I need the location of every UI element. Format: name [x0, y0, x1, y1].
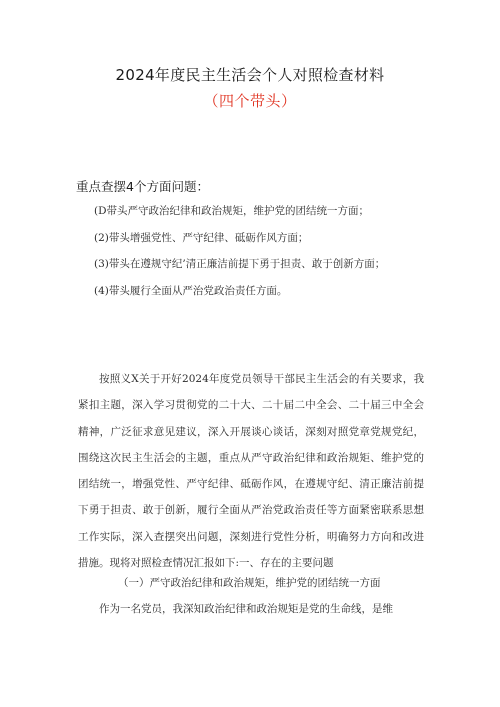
issue-item: (D带头严守政治纪律和政治规矩，维护党的团结统一方面；	[94, 205, 370, 217]
document-subtitle: （四个带头）	[203, 92, 297, 110]
issue-item: (2)带头增强党性、严守纪律、砥砺作风方面；	[94, 231, 309, 244]
section-heading: 重点查摆4个方面问题：	[76, 179, 209, 194]
issue-item: (4)带头履行全面从严治党政治责任方面。	[94, 284, 288, 297]
document-title: 2024年度民主生活会个人对照检查材料	[115, 66, 385, 84]
issue-item: (3)带头在遵规守纪’清正廉洁前提下勇于担责、敢于创新方面；	[94, 258, 386, 270]
body-paragraph: 按照义X关于开好2024年度党员领导干部民主生活会的有关要求，我紧扣主题，深入学习贯彻党的二十大、二十届二中全会、二十届三中全会精神，广泛征求意见建议，深入开展谈心谈话，深刻对照党章党规党纪，围绕这次民主生活会的主题，重点从严守政治纪律和政治规矩、维护党的团结统一，增强党性、严守纪律、砥砺作风，在遵规守纪、清正廉洁前提下勇于担责、敢于创新，履行全面从严治党政治责任等方面紧密联系思想工作实际，深入查摆突出问题，深刻进行党性分析，明确努力方向和改进措施。现将对照检查情况汇报如下:一、存在的主要问题	[78, 373, 424, 570]
issue-list	[94, 204, 385, 310]
sub-heading: （一）严守政治纪律和政治规矩，维护党的团结统一方面	[118, 577, 381, 589]
body-paragraph-continued: 作为一名党员，我深知政治纪律和政治规矩是党的生命线，是维	[99, 603, 393, 615]
